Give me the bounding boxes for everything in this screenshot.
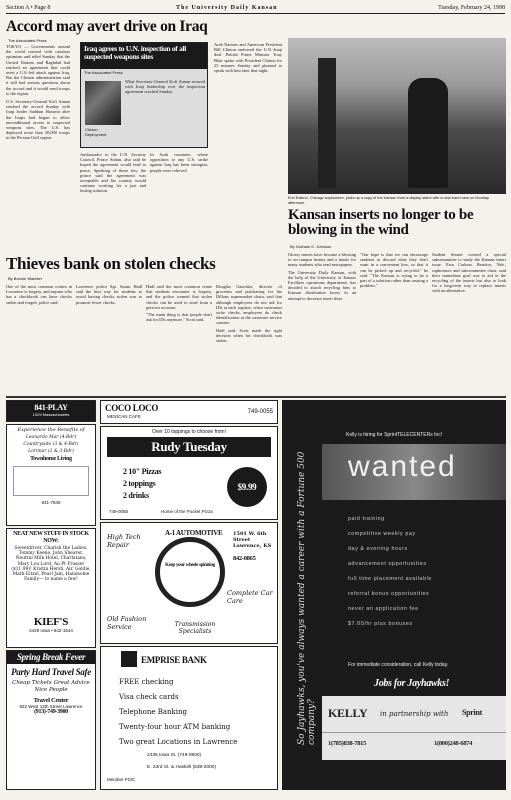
leonardo-ad: Experience the Benefits of Leonardo Mar (4-Bdr) Countryside (3 & 4-Bdr) Lorimar (2 & 3-Bdr) Townhome Living 841-7849 bbox=[6, 424, 96, 526]
sprint-logo: Sprint bbox=[462, 708, 482, 717]
thieves-headline: Thieves bank on stolen checks bbox=[6, 254, 216, 273]
kelly-jobs: Jobs for Jayhawks! bbox=[374, 678, 450, 689]
kansan-byline: By Graham K. Johnson bbox=[290, 244, 332, 249]
kiefs-ad: NEAT NEW STUFF IN STOCK NOW: Sweetdriver, Charish the Ladies, Tommy Keene, John Shearer, Neutral Milk Hotel, Charlatans, Mary Lou Lord, Au Pt Frasser ($11.99)! Kristin Hersh, Air, Goldie, Mark Eitzel, Pearl Jam, Handsome Family— to name a few! KIEF'S 2429 Iowa • 842-1544 bbox=[6, 528, 96, 648]
kelly-partner-panel: KELLY in partnership with Sprint 1(785)838-7815 1(800)248-6874 bbox=[322, 696, 506, 760]
kelly-header: Kelly is hiring for SprintTELECENTERs Inc! bbox=[346, 432, 443, 438]
tire-logo bbox=[155, 537, 225, 607]
sidebar-text: What Secretary-General Kofi Annan secured with Iraqi leadership over the inspection agreement reached Sunday. bbox=[125, 79, 205, 95]
kelly-wanted: wanted bbox=[348, 450, 457, 483]
sidebar-title: Iraq agrees to U.N. inspection of all suspected weapons sites bbox=[81, 43, 207, 69]
emprise-bank-ad: EMPRISE BANK FREE checking Visa check cards Telephone Banking Twenty-four hour ATM banking Two great Locations in Lawrence 2435 Iowa St. (749-0800) E. 23rd St. & Haskell (838-2000) Member FDIC bbox=[100, 646, 278, 790]
kelly-benefits: paid training competitive weekly pay day & evening hours advancement opportunities full time placement available referral bonus opportunities never an application fee $7.00/hr plus bonuses bbox=[348, 516, 432, 627]
thieves-col4: Douglas Gauchier, director of groceries and purchasing for the Dillons supermarket chain, said that although employees do not ask for IDs at each register, when customers write checks, employees do check identification at the customer service counter. Hadl said, Scott made the right decision when his checkbook was stolen. bbox=[216, 284, 282, 344]
iraq-sidebar bbox=[80, 42, 208, 148]
thieves-col1: One of the most common crimes in Lawrence is forgery, and anyone who has a checkbook can have checks stolen and forged, police said. bbox=[6, 284, 72, 305]
iraq-text-col2: Ambassador to the U.N. Security Council, Prince Sultan, also said he hoped the agreement would lead to peace. Speaking of those ties, the prince said the agreement was acceptable and his country would continue working for a just and lasting solution. bbox=[80, 152, 146, 194]
emprise-list: FREE checking Visa check cards Telephone Banking Twenty-four hour ATM banking Two great Locations in Lawrence bbox=[119, 678, 238, 746]
photo-figure-post bbox=[318, 58, 336, 188]
photo-caption: Clinton: Deployment bbox=[85, 127, 107, 137]
price-badge: $9.99 bbox=[227, 467, 267, 507]
kelly-call: For immediate consideration, call Kelly today. bbox=[348, 662, 449, 668]
iraq-text-col4: Arab Nations and American President Bill Clinton endorsed the U.N.-Iraqi deal. British Prime Minister Tony Blair spoke with President Clinton for 25 minutes Sunday and planned to speak with him later that night. bbox=[214, 42, 282, 74]
kansan-col2: "Our hope is that we can encourage students to discard what they don't want in a convenient box, so that it can be picked up and recycled," he said. "The Kansan is trying to be a part of a solution rather than causing a problem." bbox=[360, 252, 428, 289]
kansan-photo-caption: Erin Edlund, Chicago sophomore, picks up a copy of the Kansan from a display stand with a new insert rack on Monday afternoon. bbox=[288, 196, 489, 205]
section-label: Section A • Page 8 bbox=[6, 5, 51, 11]
rudy-tuesday-ad: Over 10 toppings to choose from! Rudy Tuesday 2 10" Pizzas 2 toppings 2 drinks $9.99 749-0055 Home of the Pocket Pizza bbox=[100, 426, 278, 520]
ad-divider bbox=[6, 396, 506, 398]
iraq-text-col3: In Arab countries, where opposition to any U.S. strike against Iraq has been strongest, people were relieved. bbox=[150, 152, 208, 173]
a1-automotive-ad: A-1 AUTOMOTIVE Keep your wheels spinning High Tech Repair 1501 W. 6th Street Lawrence, KS 842-0865 Old Fashion Service Complete Car Care Transmission Specialists bbox=[100, 522, 278, 644]
kansan-photo bbox=[288, 38, 506, 194]
kelly-side-text: So Jayhawks, you've always wanted a career with a Fortune 500 company? bbox=[297, 451, 317, 745]
kansan-col1: Glossy inserts have become a blessing to on-campus beauty and a hassle for many students who read newspapers. The University Daily Kansan, with the help of the University of Kansas Facilities operations department, has decided to attach recycling bins to Kansan distribution boxes in an attempt to decrease insert litter. bbox=[288, 252, 356, 301]
photo-figure-person bbox=[408, 78, 448, 188]
thieves-col3: Hadl said the most common crime that students encounter is forgery, and the police warned that stolen checks can be used to steal from a person's account. "The main thing is that people don't ask for IDs anymore," Scott said. bbox=[146, 284, 212, 323]
kansan-headline: Kansan inserts no longer to be blowing in the wind bbox=[288, 207, 474, 238]
kansan-col3: Student Senate created a special subcommittee to study the Kansan insert issue. Ezra Carlson, Beatrice, Neb., sophomore and subcommittee chair, said their immediate goal was to aid in the recycling of the inserts but also to look for a long-term way to replace inserts with an alternative. bbox=[432, 252, 506, 294]
coco-loco-ad: COCO LOCO MEXICAN CAFE 749-0055 bbox=[100, 400, 278, 424]
thieves-col2: Lawrence police Sgt. Susan Hadl said the best way for students to avoid having checks stolen was to promote fewer checks. bbox=[76, 284, 142, 305]
issue-date: Tuesday, February 24, 1998 bbox=[438, 5, 505, 11]
iraq-headline: Accord may avert drive on Iraq bbox=[6, 18, 208, 35]
spring-break-ad: Spring Break Fever Party Hard Travel Safe Cheap Tickets Great Advice Nice People Travel Center 822 West 12th Street Lawrence (913)-749-3900 bbox=[6, 650, 96, 790]
kelly-logo: KELLY bbox=[328, 706, 368, 720]
sidebar-byline: The Associated Press bbox=[84, 70, 123, 75]
radio-ad: 841-PLAY 1029 Massachusetts bbox=[6, 400, 96, 422]
kelly-ad bbox=[282, 400, 506, 790]
iraq-text-col1: TOKYO — Governments around the world reacted with cautious optimism and relief Sunday that the United Nations and Baghdad had reached an agreement that could avert a U.S.-led attack against Iraq. But the Clinton administration said it still had serious questions about the accord and it would send troops to the region. U.S. Secretary-General Kofi Annan reached the accord Sunday with Iraqi leader Saddam Hussein after the Iraqis had begun to allow unconditional access to suspected weapons sites. The U.S. has deployed more than 30,000 troops in the Persian Gulf region. bbox=[6, 44, 70, 141]
leonardo-map bbox=[13, 466, 89, 496]
iraq-byline: The Associated Press bbox=[8, 38, 47, 43]
clinton-photo bbox=[85, 81, 121, 125]
paper-name: The University Daily Kansan bbox=[176, 5, 278, 11]
emprise-logo-icon bbox=[121, 651, 137, 667]
masthead bbox=[6, 4, 505, 14]
thieves-byline: By Bonnie Wachter bbox=[8, 276, 43, 281]
